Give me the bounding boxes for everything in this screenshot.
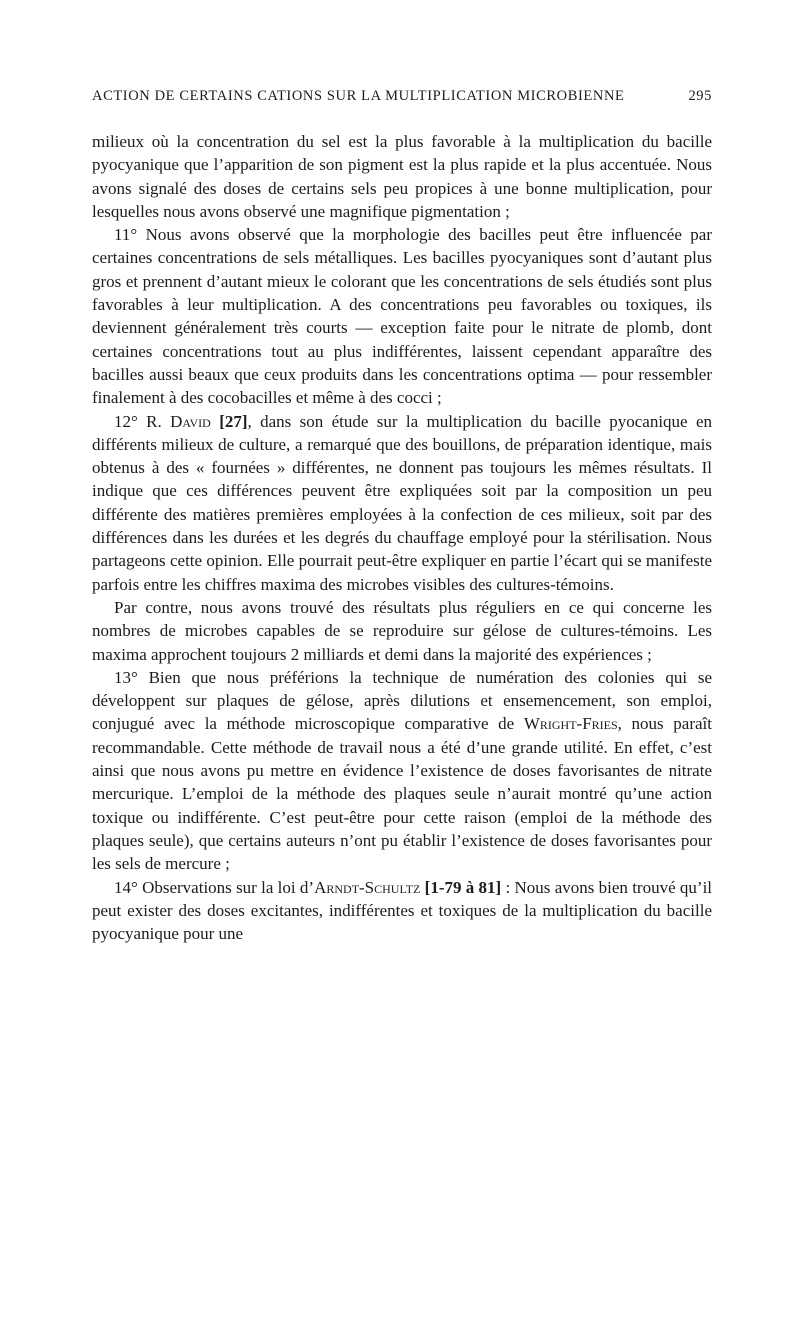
body-text bbox=[92, 130, 712, 945]
author-name: David bbox=[170, 411, 211, 431]
paragraph-point-11: 11° Nous avons observé que la morphologie des bacilles peut être influencée par certaines concentrations de sels métalliques. Les bacilles pyocyaniques sont d’autant plus gros et prennent d’autant mieux le colorant que les concentrations de sels étudiés sont plus favorables à leur multiplication. A des concentrations peu favorables ou toxiques, ils deviennent généralement très courts — exception faite pour le nitrate de plomb, dont certaines concentrations tout au plus indifférentes, laissent cependant apparaître des bacilles aussi beaux que ceux produits dans les concentrations optima — pour ressembler finalement à des cocobacilles et même à des cocci ; bbox=[92, 225, 712, 408]
paragraph-point-12: 12° R. David [27], dans son étude sur la multiplication du bacille pyocanique en différents milieux de culture, a remarqué que des bouillons, de préparation identique, mais obtenus à des « fournées » différentes, ne donnent pas toujours les mêmes résultats. Il indique que ces différences peuvent être expliquées soit par la composition un peu différente des matières premières employées à la confection de ces milieux, soit par des différences dans les durées et les degrés du chauffage employé pour la stérilisation. Nous partageons cette opinion. Elle pourrait peut-être expliquer en partie l’écart qui se manifeste parfois entre les chiffres maxima des microbes visibles des cultures-témoins. bbox=[92, 411, 712, 594]
page-number: 295 bbox=[688, 88, 712, 104]
paragraph-point-14: 14° Observations sur la loi d’Arndt-Schultz [1-79 à 81] : Nous avons bien trouvé qu’il peut exister des doses excitantes, indifférentes et toxiques de la multiplication du bacille pyocyanique pour une bbox=[92, 877, 713, 944]
paragraph-point-13: 13° Bien que nous préférions la technique de numération des colonies qui se développent sur plaques de gélose, après dilutions et ensemencement, son emploi, conjugué avec la méthode microscopique comparative de Wright-Fries, nous paraît recommandable. Cette méthode de travail nous a été d’une grande utilité. En effet, c’est ainsi que nous avons pu mettre en évidence l’existence de doses favorisantes de nitrate mercurique. L’emploi de la méthode des plaques seule n’aurait montré qu’une action toxique ou indifférente. C’est peut-être pour cette raison (emploi de la méthode des plaques seule), que certains auteurs n’ont pu établir l’existence de doses favorisantes pour les sels de mercure ; bbox=[92, 667, 712, 874]
paragraph-continuation: milieux où la concentration du sel est la plus favorable à la multiplication du bacille pyocyanique que l’apparition de son pigment est la plus rapide et la plus accentuée. Nous avons signalé des doses de certains sels peu propices à une bonne multiplication, pour lesquelles nous avons observé une magnifique pigmentation ; bbox=[92, 132, 712, 221]
paragraph-cultures: Par contre, nous avons trouvé des résultats plus réguliers en ce qui concerne les nombres de microbes capables de se reproduire sur gélose de cultures-témoins. Les maxima approchent toujours 2 milliards et demi dans la majorité des expériences ; bbox=[92, 597, 712, 664]
running-header bbox=[92, 88, 712, 110]
running-title: ACTION DE CERTAINS CATIONS SUR LA MULTIPLICATION MICROBIENNE bbox=[92, 88, 625, 104]
citation: [27] bbox=[219, 411, 248, 431]
author-name: Wright-Fries bbox=[523, 714, 618, 734]
citation: [1-79 à 81] bbox=[424, 877, 502, 897]
author-name: Arndt-Schultz bbox=[314, 877, 421, 897]
